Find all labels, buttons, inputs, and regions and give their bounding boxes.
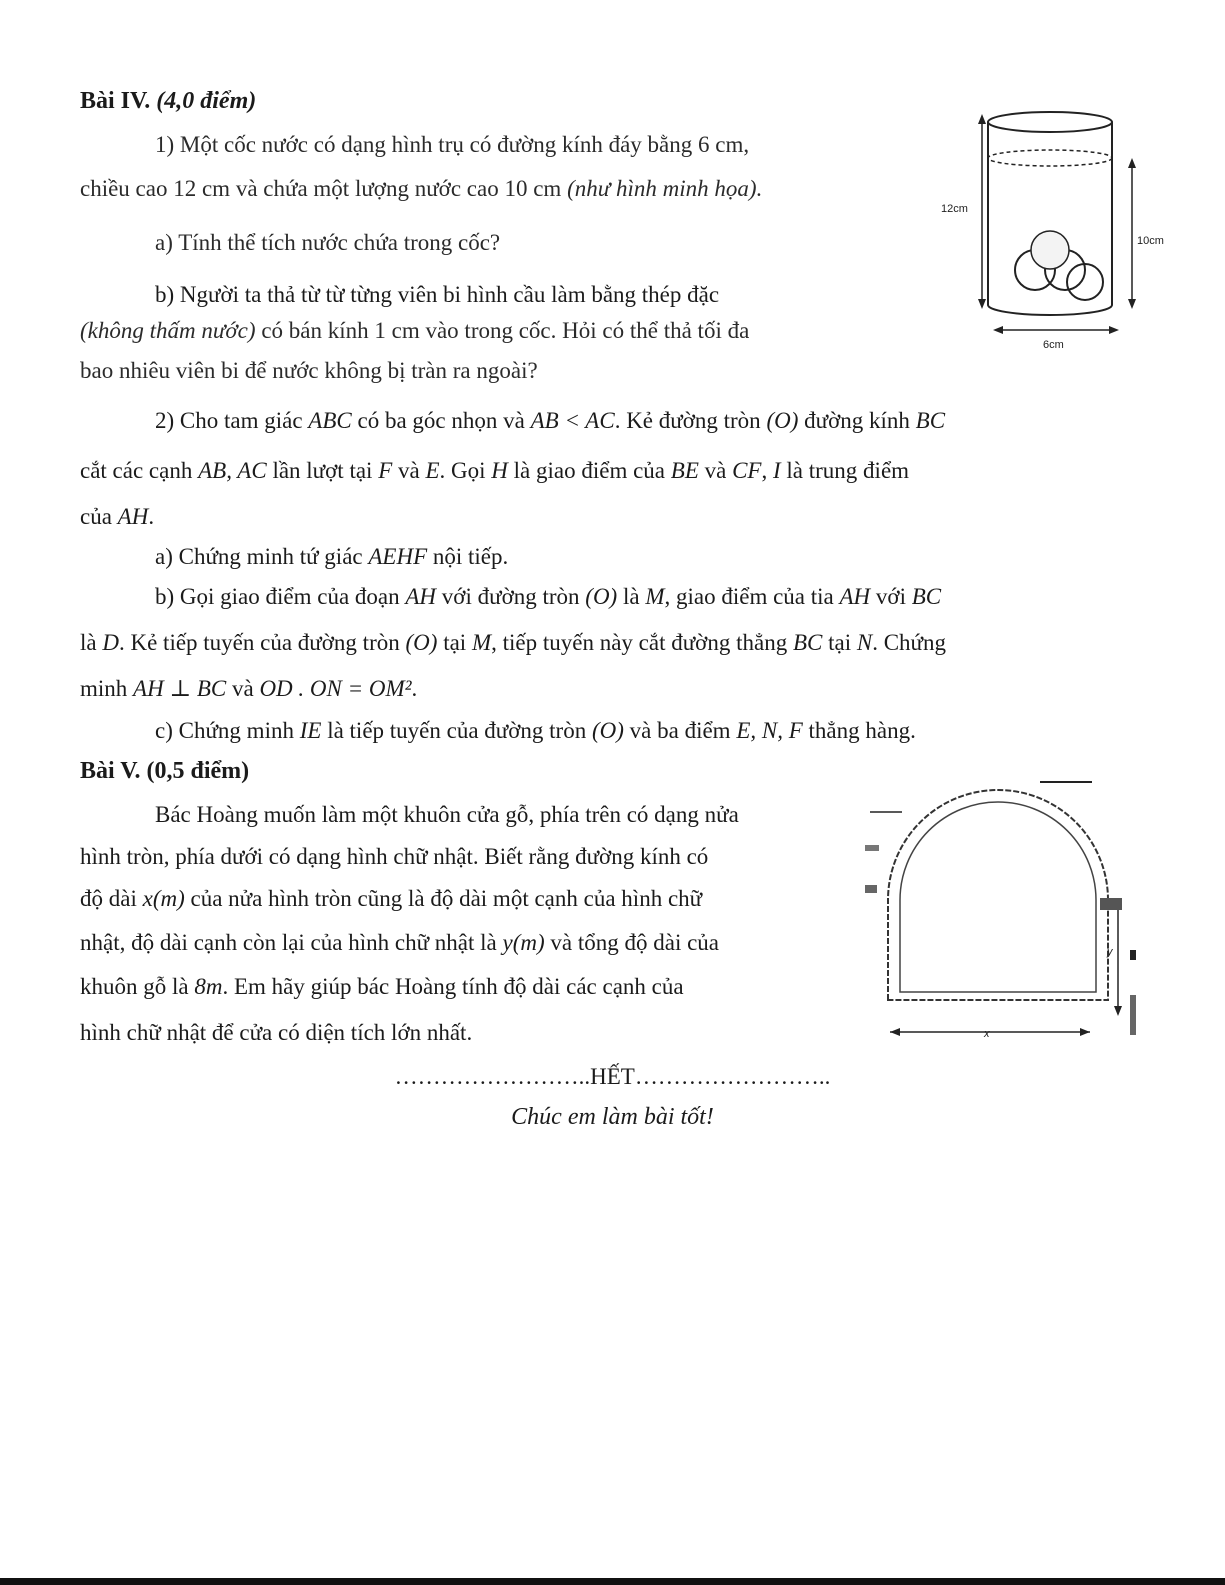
q2b-line-1: [155, 582, 941, 612]
q2-l2f: E: [425, 458, 440, 483]
height-label: y: [1107, 946, 1113, 958]
q2a-2: AEHF: [368, 544, 428, 569]
section-v-heading: Bài V. (0,5 điểm): [80, 758, 250, 784]
q2-l2l: CF: [732, 458, 762, 483]
door-frame-outer: [888, 790, 1108, 1000]
q2-l1b: ABC: [308, 408, 352, 433]
section-iv-heading: [80, 88, 256, 115]
q1b-note: (không thấm nước): [80, 318, 256, 343]
q5-line-6: hình chữ nhật để cửa có diện tích lớn nhất.: [80, 1020, 473, 1045]
q2-l1e: . Kẻ đường tròn: [614, 408, 767, 433]
q2b-3a: minh: [80, 676, 134, 701]
q2b-1f: M: [645, 584, 665, 609]
q2-l3b: AH: [117, 504, 149, 529]
q5-3a: độ dài: [80, 886, 143, 911]
q2-l1a: 2) Cho tam giác: [155, 408, 309, 433]
scan-noise-1: [865, 845, 879, 851]
scan-noise-5: [1130, 995, 1136, 1035]
q2c-1: c) Chứng minh: [155, 718, 300, 743]
q2b-2b: D: [102, 630, 119, 655]
bottom-edge-bar: [0, 1578, 1225, 1585]
q5-5a: khuôn gỗ là: [80, 974, 195, 999]
water-level-ellipse: [988, 150, 1112, 166]
diameter-label: 6cm: [1043, 339, 1064, 351]
door-frame-figure: [860, 770, 1145, 1055]
q2c-3: là tiếp tuyến của đường tròn: [321, 718, 592, 743]
q2c-2: IE: [299, 718, 322, 743]
q2-l2h: H: [491, 458, 508, 483]
scan-noise-4: [1130, 950, 1136, 960]
q2-l2e: và: [392, 458, 426, 483]
q2b-2h: BC: [792, 630, 823, 655]
q5-4c: và tổng độ dài của: [544, 930, 720, 955]
q2-line-3: [80, 502, 154, 532]
q1-line-2-text: chiều cao 12 cm và chứa một lượng nước cao 10 cm: [80, 176, 568, 201]
q2-l3a: của: [80, 504, 118, 529]
q2-l2g: . Gọi: [439, 458, 492, 483]
q2-l2d: F: [378, 458, 393, 483]
q2b-2k: . Chứng: [872, 630, 946, 655]
q2b-3e: .: [411, 676, 418, 701]
q2-l2a: cắt các cạnh: [80, 458, 199, 483]
q5-5c: . Em hãy giúp bác Hoàng tính độ dài các cạnh của: [222, 974, 684, 999]
q2-l2j: BE: [670, 458, 699, 483]
q2b-2f: M: [471, 630, 492, 655]
q2b-1d: (O): [585, 584, 618, 609]
q2b-1b: AH: [405, 584, 437, 609]
q2-l1g: đường kính: [798, 408, 916, 433]
q2b-3b: AH ⊥ BC: [133, 676, 227, 701]
door-frame-inner: [900, 802, 1096, 992]
q2b-1c: với đường tròn: [436, 584, 586, 609]
q2b-2i: tại: [822, 630, 857, 655]
q2-l3c: .: [148, 504, 155, 529]
q5-line-2: hình tròn, phía dưới có dạng hình chữ nhật. Biết rằng đường kính có: [80, 844, 709, 869]
end-marker: ……………………..HẾT……………………..: [394, 1064, 831, 1089]
q2b-1h: AH: [839, 584, 871, 609]
q5-5b: 8m: [194, 974, 223, 999]
q2b-3c: và: [226, 676, 260, 701]
q2b-1i: với: [870, 584, 912, 609]
q2-l2o: là trung điểm: [780, 458, 910, 483]
q1b-line-2-text: có bán kính 1 cm vào trong cốc. Hỏi có thể thả tối đa: [255, 318, 750, 343]
q5-line-1: Bác Hoàng muốn làm một khuôn cửa gỗ, phía trên có dạng nửa: [155, 802, 739, 827]
q1-line-2: [80, 174, 762, 204]
q2-l1c: có ba góc nhọn và: [351, 408, 531, 433]
q2-l1h: BC: [915, 408, 946, 433]
q5-4a: nhật, độ dài cạnh còn lại của hình chữ nhật là: [80, 930, 503, 955]
q5-line-5: [80, 972, 684, 1002]
q2b-2d: (O): [405, 630, 438, 655]
q2b-1g: , giao điểm của tia: [664, 584, 840, 609]
q2b-3d: OD . ON = OM²: [259, 676, 412, 701]
q2c-4: (O): [591, 718, 624, 743]
section-iv-points: (4,0 điểm): [156, 88, 257, 114]
q2-line-2: [80, 456, 909, 486]
q1a: a) Tính thể tích nước chứa trong cốc?: [155, 230, 501, 255]
cup-figure: [935, 100, 1175, 360]
q2-l1f: (O): [766, 408, 799, 433]
cup-top-ellipse: [988, 112, 1112, 132]
q2b-2a: là: [80, 630, 103, 655]
q2a-1: a) Chứng minh tứ giác: [155, 544, 369, 569]
q2b-1a: b) Gọi giao điểm của đoạn: [155, 584, 406, 609]
q2-l2b: AB, AC: [198, 458, 267, 483]
q1b-line-1: b) Người ta thả từ từ từng viên bi hình cầu làm bằng thép đặc: [155, 282, 720, 307]
q1b-line-3: bao nhiêu viên bi để nước không bị tràn ra ngoài?: [80, 358, 538, 383]
scan-noise-2: [865, 885, 877, 893]
q5-4b: y(m): [502, 930, 545, 955]
q2b-2e: tại: [437, 630, 472, 655]
q2-l2m: ,: [761, 458, 773, 483]
q2b-1e: là: [617, 584, 646, 609]
q2b-line-3: [80, 674, 417, 704]
q2-l2i: là giao điểm của: [507, 458, 671, 483]
closing-wish: Chúc em làm bài tốt!: [511, 1104, 714, 1130]
q1b-line-2: [80, 316, 749, 346]
q2-line-1: [155, 406, 945, 436]
q2b-2c: . Kẻ tiếp tuyến của đường tròn: [118, 630, 406, 655]
height-arrow-head: [1114, 1006, 1122, 1016]
q2c-6: E, N, F: [736, 718, 803, 743]
q2b-2g: , tiếp tuyến này cắt đường thẳng: [491, 630, 793, 655]
q2a-3: nội tiếp.: [427, 544, 509, 569]
q2-l2c: lần lượt tại: [266, 458, 379, 483]
q2-l1d: AB < AC: [530, 408, 615, 433]
q2b-line-2: [80, 628, 946, 658]
q2-l2k: và: [698, 458, 733, 483]
cup-bottom-arc: [988, 305, 1112, 315]
q1-line-1: 1) Một cốc nước có dạng hình trụ có đường kính đáy bằng 6 cm,: [155, 132, 750, 157]
q2c-7: thẳng hàng.: [802, 718, 916, 743]
q5-line-4: [80, 928, 719, 958]
water-height-label: 10cm: [1137, 235, 1164, 247]
ball-3: [1031, 231, 1069, 269]
q2c: [155, 716, 916, 746]
width-label: x: [984, 1028, 990, 1040]
q5-3c: của nửa hình tròn cũng là độ dài một cạnh của hình chữ: [184, 886, 703, 911]
q2b-1j: BC: [911, 584, 942, 609]
q2c-5: và ba điểm: [623, 718, 737, 743]
q5-line-3: [80, 884, 702, 914]
q2-l2n: I: [772, 458, 781, 483]
q5-3b: x(m): [142, 886, 185, 911]
q2a: [155, 542, 508, 572]
q1-line-2-note: (như hình minh họa).: [567, 176, 763, 201]
section-iv-title: Bài IV.: [80, 88, 151, 114]
scan-noise-3: [1100, 898, 1122, 910]
cup-height-label: 12cm: [941, 203, 968, 215]
q2b-2j: N: [856, 630, 873, 655]
